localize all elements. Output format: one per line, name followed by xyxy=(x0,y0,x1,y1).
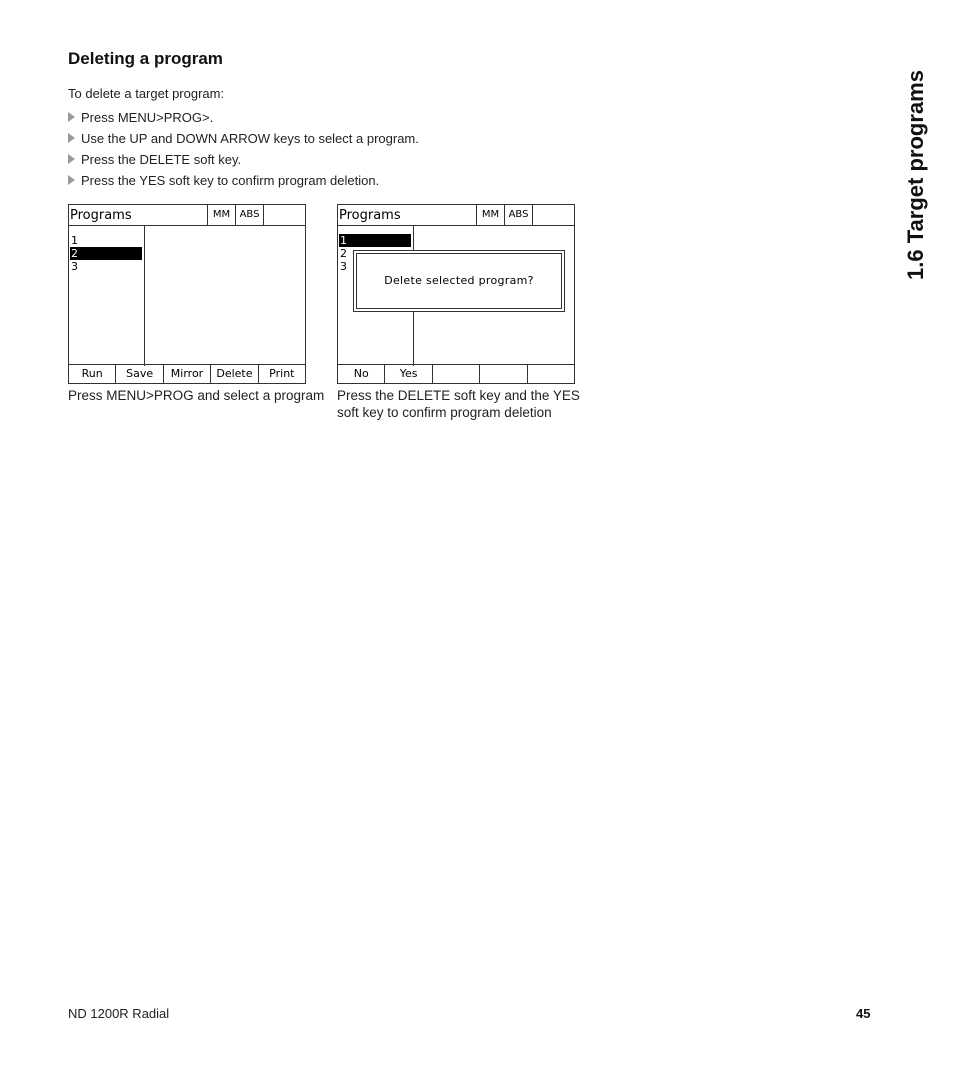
unit-indicator: MM xyxy=(207,205,235,225)
chapter-side-title: 1.6 Target programs xyxy=(903,70,928,280)
triangle-bullet-icon xyxy=(68,154,75,164)
screen-title: Programs xyxy=(70,208,132,223)
program-item[interactable]: 2 xyxy=(340,247,347,260)
screen-programs-list xyxy=(68,204,306,384)
mode-indicator: ABS xyxy=(504,205,533,225)
step-list xyxy=(68,110,419,194)
screen1-caption: Press MENU>PROG and select a program xyxy=(68,388,325,403)
softkey-run[interactable]: Run xyxy=(69,365,116,383)
intro-text: To delete a target program: xyxy=(68,86,225,101)
screen-delete-confirm xyxy=(337,204,575,384)
softkey-yes[interactable]: Yes xyxy=(385,365,432,383)
screen-title: Programs xyxy=(339,208,401,223)
triangle-bullet-icon xyxy=(68,112,75,122)
step-item: Press the YES soft key to confirm program deletion. xyxy=(68,173,419,194)
mode-indicator: ABS xyxy=(235,205,264,225)
confirm-dialog xyxy=(353,250,565,312)
triangle-bullet-icon xyxy=(68,175,75,185)
softkey-bar xyxy=(69,364,305,383)
program-item-selected[interactable]: 1 xyxy=(339,234,411,247)
screen2-caption: Press the DELETE soft key and the YES soft key to confirm program deletion xyxy=(337,388,580,420)
softkey-empty[interactable] xyxy=(433,365,480,383)
triangle-bullet-icon xyxy=(68,133,75,143)
program-item[interactable]: 1 xyxy=(71,234,78,247)
program-item[interactable]: 3 xyxy=(340,260,347,273)
program-item-selected[interactable]: 2 xyxy=(70,247,142,260)
step-item: Use the UP and DOWN ARROW keys to select a program. xyxy=(68,131,419,152)
softkey-save[interactable]: Save xyxy=(116,365,163,383)
softkey-print[interactable]: Print xyxy=(269,367,295,380)
step-item: Press MENU>PROG>. xyxy=(68,110,419,131)
unit-indicator: MM xyxy=(476,205,504,225)
page-number: 45 xyxy=(856,1006,871,1021)
softkey-empty[interactable] xyxy=(480,365,527,383)
panel-divider xyxy=(144,225,145,366)
program-item[interactable]: 3 xyxy=(71,260,78,273)
step-item: Press the DELETE soft key. xyxy=(68,152,419,173)
softkey-bar xyxy=(338,364,574,383)
softkey-mirror[interactable]: Mirror xyxy=(164,365,211,383)
screen-title-bar xyxy=(69,205,305,226)
footer-product: ND 1200R Radial xyxy=(68,1006,170,1021)
softkey-no[interactable]: No xyxy=(338,365,385,383)
softkey-delete[interactable]: Delete xyxy=(211,365,258,383)
confirm-dialog-message: Delete selected program? xyxy=(356,253,562,309)
screen-title-bar xyxy=(338,205,574,226)
section-heading: Deleting a program xyxy=(68,49,223,68)
softkey-empty[interactable] xyxy=(528,365,574,383)
